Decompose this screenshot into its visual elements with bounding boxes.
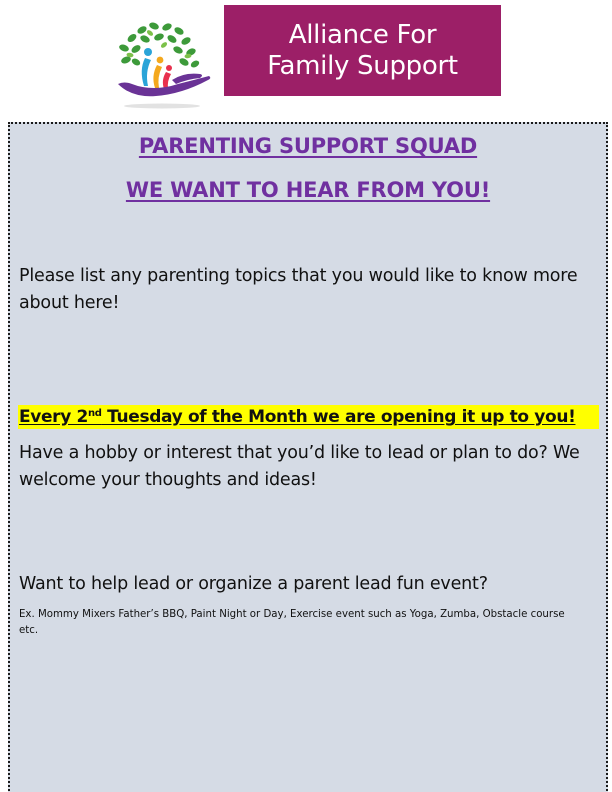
brand-name-line1: Alliance For xyxy=(288,19,437,50)
highlight-text xyxy=(18,407,575,427)
event-prompt: Want to help lead or organize a parent lead fun event? xyxy=(19,574,488,594)
ordinal-superscript: nd xyxy=(88,408,102,419)
highlight-suffix: Tuesday of the Month we are opening it up to you! xyxy=(101,407,576,427)
flyer-content-box xyxy=(8,122,608,792)
highlight-banner xyxy=(18,405,599,429)
headline-hear-from-you: WE WANT TO HEAR FROM YOU! xyxy=(125,178,491,202)
topics-prompt: Please list any parenting topics that you would like to know more about here! xyxy=(19,266,578,313)
brand-banner xyxy=(224,5,501,96)
hobby-prompt: Have a hobby or interest that you’d like to lead or plan to do? We welcome your thoughts and ideas! xyxy=(19,443,580,490)
headline-squad: PARENTING SUPPORT SQUAD xyxy=(138,134,478,158)
brand-name-line2: Family Support xyxy=(267,50,458,81)
highlight-prefix: Every 2 xyxy=(19,407,88,427)
tree-family-hand-icon xyxy=(112,18,216,110)
event-examples: Ex. Mommy Mixers Father’s BBQ, Paint Night or Day, Exercise event such as Yoga, Zumba, Obstacle course etc. xyxy=(19,609,565,636)
